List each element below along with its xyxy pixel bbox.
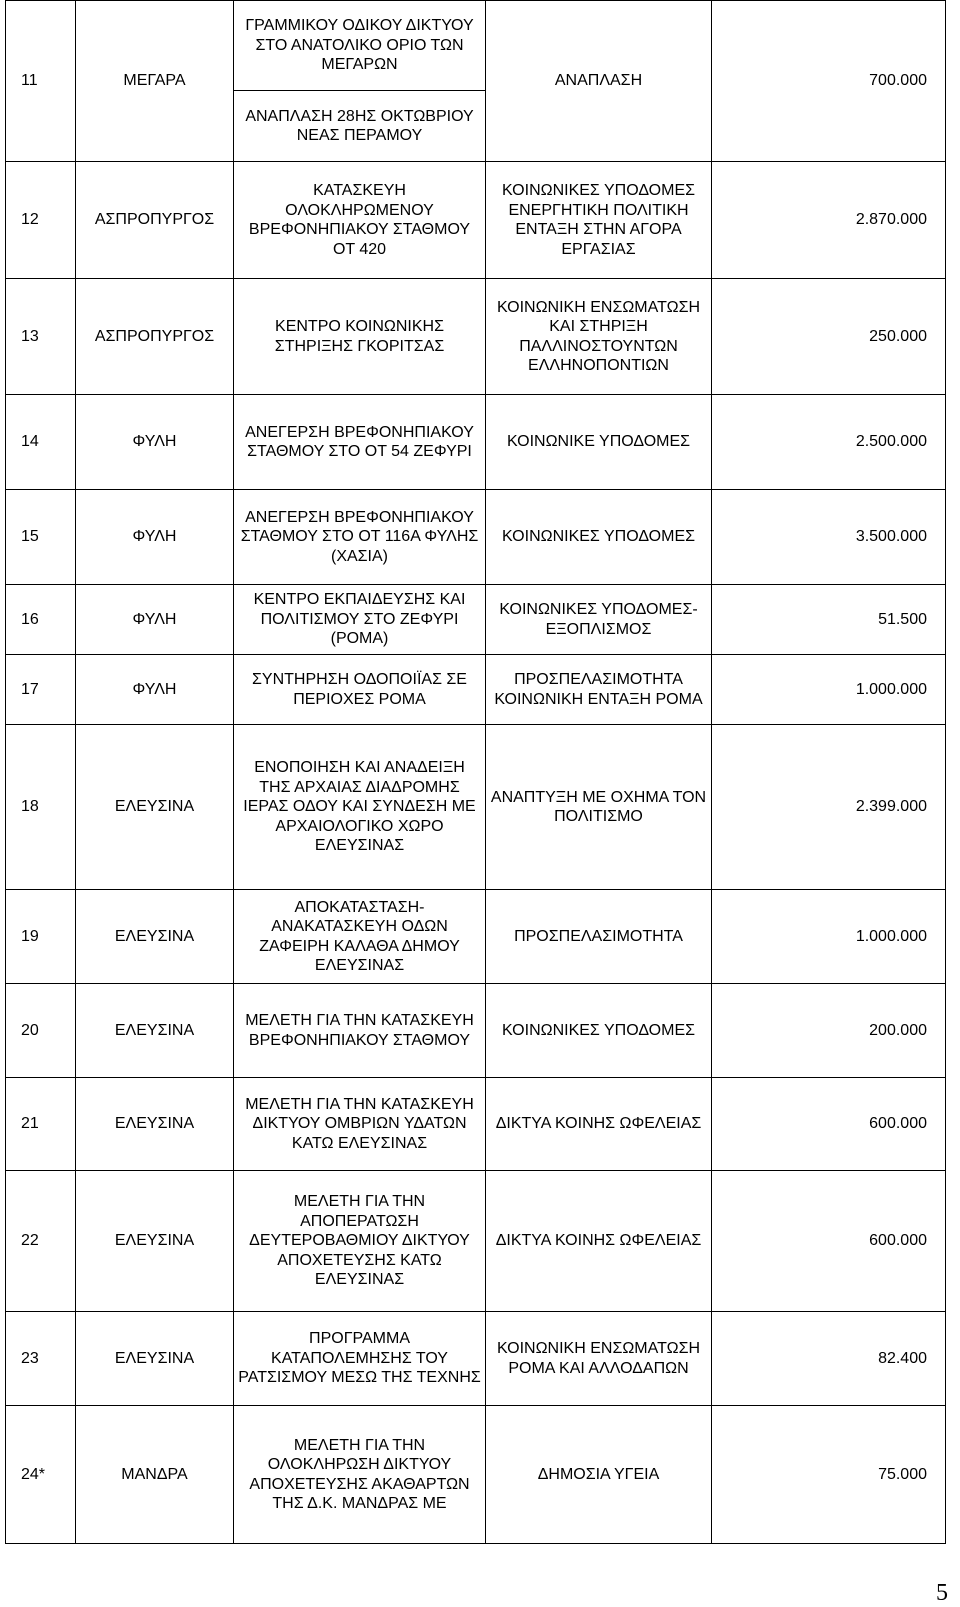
municipality-cell: ΜΕΓΑΡΑ — [76, 1, 234, 162]
municipality-cell: ΑΣΠΡΟΠΥΡΓΟΣ — [76, 162, 234, 279]
municipality-cell: ΑΣΠΡΟΠΥΡΓΟΣ — [76, 279, 234, 395]
category-cell: ΚΟΙΝΩΝΙΚΕΣ ΥΠΟΔΟΜΕΣ — [486, 984, 712, 1078]
category-cell: ΔΗΜΟΣΙΑ ΥΓΕΙΑ — [486, 1406, 712, 1544]
category-cell: ΚΟΙΝΩΝΙΚΗ ΕΝΣΩΜΑΤΩΣΗ ΡΟΜΑ ΚΑΙ ΑΛΛΟΔΑΠΩΝ — [486, 1312, 712, 1406]
row-number: 11 — [6, 1, 76, 162]
table-row — [6, 1312, 946, 1406]
table-row — [6, 984, 946, 1078]
project-cell: ΚΑΤΑΣΚΕΥΗ ΟΛΟΚΛΗΡΩΜΕΝΟΥ ΒΡΕΦΟΝΗΠΙΑΚΟΥ ΣΤΑΘΜΟΥ ΟΤ 420 — [234, 162, 486, 279]
amount-cell: 2.399.000 — [712, 725, 946, 890]
category-cell: ΑΝΑΠΛΑΣΗ — [486, 1, 712, 162]
category-cell: ΚΟΙΝΩΝΙΚΕ ΥΠΟΔΟΜΕΣ — [486, 395, 712, 490]
projects-table-body — [6, 1, 946, 1544]
project-cell: ΜΕΛΕΤΗ ΓΙΑ ΤΗΝ ΚΑΤΑΣΚΕΥΗ ΔΙΚΤΥΟΥ ΟΜΒΡΙΩΝ ΥΔΑΤΩΝ ΚΑΤΩ ΕΛΕΥΣΙΝΑΣ — [234, 1078, 486, 1171]
category-cell: ΚΟΙΝΩΝΙΚΕΣ ΥΠΟΔΟΜΕΣ ΕΝΕΡΓΗΤΙΚΗ ΠΟΛΙΤΙΚΗ ΕΝΤΑΞΗ ΣΤΗΝ ΑΓΟΡΑ ΕΡΓΑΣΙΑΣ — [486, 162, 712, 279]
row-number: 22 — [6, 1171, 76, 1312]
category-cell: ΠΡΟΣΠΕΛΑΣΙΜΟΤΗΤΑ ΚΟΙΝΩΝΙΚΗ ΕΝΤΑΞΗ ΡΟΜΑ — [486, 655, 712, 725]
amount-cell: 51.500 — [712, 585, 946, 655]
project-cell: ΚΕΝΤΡΟ ΕΚΠΑΙΔΕΥΣΗΣ ΚΑΙ ΠΟΛΙΤΙΣΜΟΥ ΣΤΟ ΖΕΦΥΡΙ (ΡΟΜΑ) — [234, 585, 486, 655]
table-row — [6, 1171, 946, 1312]
category-cell: ΔΙΚΤΥΑ ΚΟΙΝΗΣ ΩΦΕΛΕΙΑΣ — [486, 1078, 712, 1171]
municipality-cell: ΕΛΕΥΣΙΝΑ — [76, 725, 234, 890]
project-cell: ΑΝΑΠΛΑΣΗ 28ΗΣ ΟΚΤΩΒΡΙΟΥ ΝΕΑΣ ΠΕΡΑΜΟΥ — [234, 91, 486, 162]
projects-table — [5, 0, 946, 1544]
row-number: 20 — [6, 984, 76, 1078]
table-row — [6, 490, 946, 585]
municipality-cell: ΦΥΛΗ — [76, 585, 234, 655]
category-cell: ΚΟΙΝΩΝΙΚΕΣ ΥΠΟΔΟΜΕΣ — [486, 490, 712, 585]
municipality-cell: ΕΛΕΥΣΙΝΑ — [76, 1078, 234, 1171]
municipality-cell: ΦΥΛΗ — [76, 490, 234, 585]
amount-cell: 600.000 — [712, 1171, 946, 1312]
table-row — [6, 655, 946, 725]
amount-cell: 200.000 — [712, 984, 946, 1078]
project-cell: ΜΕΛΕΤΗ ΓΙΑ ΤΗΝ ΟΛΟΚΛΗΡΩΣΗ ΔΙΚΤΥΟΥ ΑΠΟΧΕΤΕΥΣΗΣ ΑΚΑΘΑΡΤΩΝ ΤΗΣ Δ.Κ. ΜΑΝΔΡΑΣ ΜΕ — [234, 1406, 486, 1544]
category-cell: ΚΟΙΝΩΝΙΚΗ ΕΝΣΩΜΑΤΩΣΗ ΚΑΙ ΣΤΗΡΙΞΗ ΠΑΛΛΙΝΟΣΤΟΥΝΤΩΝ ΕΛΛΗΝΟΠΟΝΤΙΩΝ — [486, 279, 712, 395]
municipality-cell: ΕΛΕΥΣΙΝΑ — [76, 1312, 234, 1406]
table-row — [6, 725, 946, 890]
amount-cell: 2.500.000 — [712, 395, 946, 490]
amount-cell: 75.000 — [712, 1406, 946, 1544]
municipality-cell: ΦΥΛΗ — [76, 655, 234, 725]
project-cell: ΣΥΝΤΗΡΗΣΗ ΟΔΟΠΟΙΪΑΣ ΣΕ ΠΕΡΙΟΧΕΣ ΡΟΜΑ — [234, 655, 486, 725]
municipality-cell: ΦΥΛΗ — [76, 395, 234, 490]
table-row — [6, 395, 946, 490]
category-cell: ΔΙΚΤΥΑ ΚΟΙΝΗΣ ΩΦΕΛΕΙΑΣ — [486, 1171, 712, 1312]
category-cell: ΑΝΑΠΤΥΞΗ ΜΕ ΟΧΗΜΑ ΤΟΝ ΠΟΛΙΤΙΣΜΟ — [486, 725, 712, 890]
table-row — [6, 279, 946, 395]
table-row — [6, 1, 946, 91]
project-cell: ΕΝΟΠΟΙΗΣΗ ΚΑΙ ΑΝΑΔΕΙΞΗ ΤΗΣ ΑΡΧΑΙΑΣ ΔΙΑΔΡΟΜΗΣ ΙΕΡΑΣ ΟΔΟΥ ΚΑΙ ΣΥΝΔΕΣΗ ΜΕ ΑΡΧΑΙΟΛΟΓΙΚΟ ΧΩΡΟ ΕΛΕΥΣΙΝΑΣ — [234, 725, 486, 890]
row-number: 14 — [6, 395, 76, 490]
row-number: 16 — [6, 585, 76, 655]
table-row — [6, 1406, 946, 1544]
category-cell: ΚΟΙΝΩΝΙΚΕΣ ΥΠΟΔΟΜΕΣ- ΕΞΟΠΛΙΣΜΟΣ — [486, 585, 712, 655]
amount-cell: 1.000.000 — [712, 655, 946, 725]
project-cell: ΜΕΛΕΤΗ ΓΙΑ ΤΗΝ ΚΑΤΑΣΚΕΥΗ ΒΡΕΦΟΝΗΠΙΑΚΟΥ ΣΤΑΘΜΟΥ — [234, 984, 486, 1078]
row-number: 23 — [6, 1312, 76, 1406]
row-number: 21 — [6, 1078, 76, 1171]
project-cell — [234, 490, 486, 585]
row-number: 18 — [6, 725, 76, 890]
municipality-cell: ΕΛΕΥΣΙΝΑ — [76, 890, 234, 984]
project-cell: ΓΡΑΜΜΙΚΟΥ ΟΔΙΚΟΥ ΔΙΚΤΥΟΥ ΣΤΟ ΑΝΑΤΟΛΙΚΟ ΟΡΙΟ ΤΩΝ ΜΕΓΑΡΩΝ — [234, 1, 486, 91]
table-row — [6, 585, 946, 655]
project-cell: ΠΡΟΓΡΑΜΜΑ ΚΑΤΑΠΟΛΕΜΗΣΗΣ ΤΟΥ ΡΑΤΣΙΣΜΟΥ ΜΕΣΩ ΤΗΣ ΤΕΧΝΗΣ — [234, 1312, 486, 1406]
amount-cell: 250.000 — [712, 279, 946, 395]
municipality-cell: ΕΛΕΥΣΙΝΑ — [76, 1171, 234, 1312]
row-number: 13 — [6, 279, 76, 395]
project-cell: ΚΕΝΤΡΟ ΚΟΙΝΩΝΙΚΗΣ ΣΤΗΡΙΞΗΣ ΓΚΟΡΙΤΣΑΣ — [234, 279, 486, 395]
amount-cell: 600.000 — [712, 1078, 946, 1171]
project-cell: ΑΝΕΓΕΡΣΗ ΒΡΕΦΟΝΗΠΙΑΚΟΥ ΣΤΑΘΜΟΥ ΣΤΟ ΟΤ 54 ΖΕΦΥΡΙ — [234, 395, 486, 490]
project-text-part: ΑΝΕΓΕΡΣΗ ΒΡΕΦΟΝΗΠΙΑΚΟΥ ΣΤΑΘΜΟΥ ΣΤΟ ΟΤ 116Α ΦΥΛΗΣ (ΧΑΣΙΑ) — [240, 508, 479, 565]
amount-cell: 700.000 — [712, 1, 946, 162]
amount-cell: 2.870.000 — [712, 162, 946, 279]
table-row — [6, 1078, 946, 1171]
row-number: 15 — [6, 490, 76, 585]
row-number: 24* — [6, 1406, 76, 1544]
amount-cell: 1.000.000 — [712, 890, 946, 984]
project-cell: ΑΠΟΚΑΤΑΣΤΑΣΗ-ΑΝΑΚΑΤΑΣΚΕΥΗ ΟΔΩΝ ΖΑΦΕΙΡΗ ΚΑΛΑΘΑ ΔΗΜΟΥ ΕΛΕΥΣΙΝΑΣ — [234, 890, 486, 984]
category-cell: ΠΡΟΣΠΕΛΑΣΙΜΟΤΗΤΑ — [486, 890, 712, 984]
municipality-cell: ΜΑΝΔΡΑ — [76, 1406, 234, 1544]
amount-cell: 82.400 — [712, 1312, 946, 1406]
table-row — [6, 162, 946, 279]
page-number: 5 — [936, 1580, 948, 1606]
row-number: 19 — [6, 890, 76, 984]
project-cell: ΜΕΛΕΤΗ ΓΙΑ ΤΗΝ ΑΠΟΠΕΡΑΤΩΣΗ ΔΕΥΤΕΡΟΒΑΘΜΙΟΥ ΔΙΚΤΥΟΥ ΑΠΟΧΕΤΕΥΣΗΣ ΚΑΤΩ ΕΛΕΥΣΙΝΑΣ — [234, 1171, 486, 1312]
table-row — [6, 890, 946, 984]
row-number: 12 — [6, 162, 76, 279]
row-number: 17 — [6, 655, 76, 725]
municipality-cell: ΕΛΕΥΣΙΝΑ — [76, 984, 234, 1078]
amount-cell: 3.500.000 — [712, 490, 946, 585]
